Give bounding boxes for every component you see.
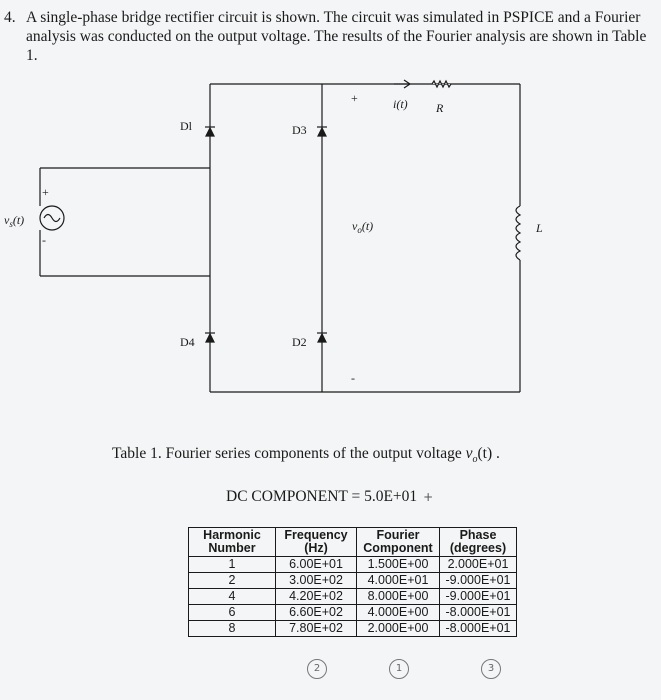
cell-component: 1.500E+00	[357, 557, 440, 573]
diode-d3	[318, 128, 326, 136]
cell-phase: 2.000E+01	[440, 557, 517, 573]
cell-frequency: 6.00E+01	[276, 557, 357, 573]
fourier-table	[188, 527, 517, 637]
label-source: $v_s(t)$	[4, 213, 25, 229]
problem-number: 4.	[4, 9, 16, 26]
label-output-minus: -	[351, 371, 355, 385]
cell-frequency: 7.80E+02	[276, 621, 357, 637]
table-row	[189, 605, 517, 621]
header-harmonic: Harmonic Number	[189, 528, 276, 557]
table-row	[189, 589, 517, 605]
cell-phase: -9.000E+01	[440, 589, 517, 605]
cell-component: 2.000E+00	[357, 621, 440, 637]
problem-text: A single-phase bridge rectifier circuit is shown. The circuit was simulated in PSPICE and a Fourier analysis was conducted on the output voltage. The results of the Fourier analysis are shown in Table 1.	[26, 9, 647, 64]
dc-component-text: DC COMPONENT = 5.0E+01	[226, 488, 418, 505]
ac-source-sine	[44, 215, 60, 222]
header-frequency: Frequency (Hz)	[276, 528, 357, 557]
label-d3: D3	[292, 123, 307, 137]
label-d4: D4	[180, 335, 195, 349]
cell-harmonic: 1	[189, 557, 276, 573]
label-d2: D2	[292, 335, 307, 349]
label-source-plus: +	[42, 185, 49, 199]
label-resistor: R	[436, 101, 444, 115]
annotation-circle-freq: 2	[307, 659, 327, 679]
cell-harmonic: 6	[189, 605, 276, 621]
resistor-zigzag	[432, 81, 451, 87]
handwritten-mark: +	[423, 490, 434, 504]
cell-frequency: 3.00E+02	[276, 573, 357, 589]
cell-phase: -9.000E+01	[440, 573, 517, 589]
cell-component: 4.000E+01	[357, 573, 440, 589]
cell-component: 8.000E+00	[357, 589, 440, 605]
table-row	[189, 621, 517, 637]
label-d1: Dl	[180, 119, 192, 133]
annotation-circle-phase: 3	[481, 659, 501, 679]
header-phase: Phase (degrees)	[440, 528, 517, 557]
diode-d1	[206, 128, 214, 136]
label-output-plus: +	[351, 91, 358, 105]
cell-phase: -8.000E+01	[440, 605, 517, 621]
cell-frequency: 6.60E+02	[276, 605, 357, 621]
diode-d2	[318, 334, 326, 342]
inductor-coil	[516, 206, 520, 260]
diode-d4	[206, 334, 214, 342]
cell-harmonic: 4	[189, 589, 276, 605]
cell-phase: -8.000E+01	[440, 621, 517, 637]
table-caption: Table 1. Fourier series components of the output voltage $v_o(t)$ .	[112, 445, 500, 466]
label-output: $v_o(t)$	[352, 219, 374, 235]
label-source-minus: -	[42, 233, 46, 247]
header-component: Fourier Component	[357, 528, 440, 557]
cell-frequency: 4.20E+02	[276, 589, 357, 605]
cell-harmonic: 2	[189, 573, 276, 589]
table-row	[189, 573, 517, 589]
cell-component: 4.000E+00	[357, 605, 440, 621]
label-current: i(t)	[393, 97, 408, 111]
table-row	[189, 557, 517, 573]
table-header-row	[189, 528, 517, 557]
problem-statement	[4, 8, 654, 65]
dc-component	[226, 488, 433, 506]
annotation-circle-comp: 1	[389, 659, 409, 679]
label-inductor: L	[536, 221, 543, 235]
cell-harmonic: 8	[189, 621, 276, 637]
bridge-rectifier-circuit	[0, 70, 661, 410]
